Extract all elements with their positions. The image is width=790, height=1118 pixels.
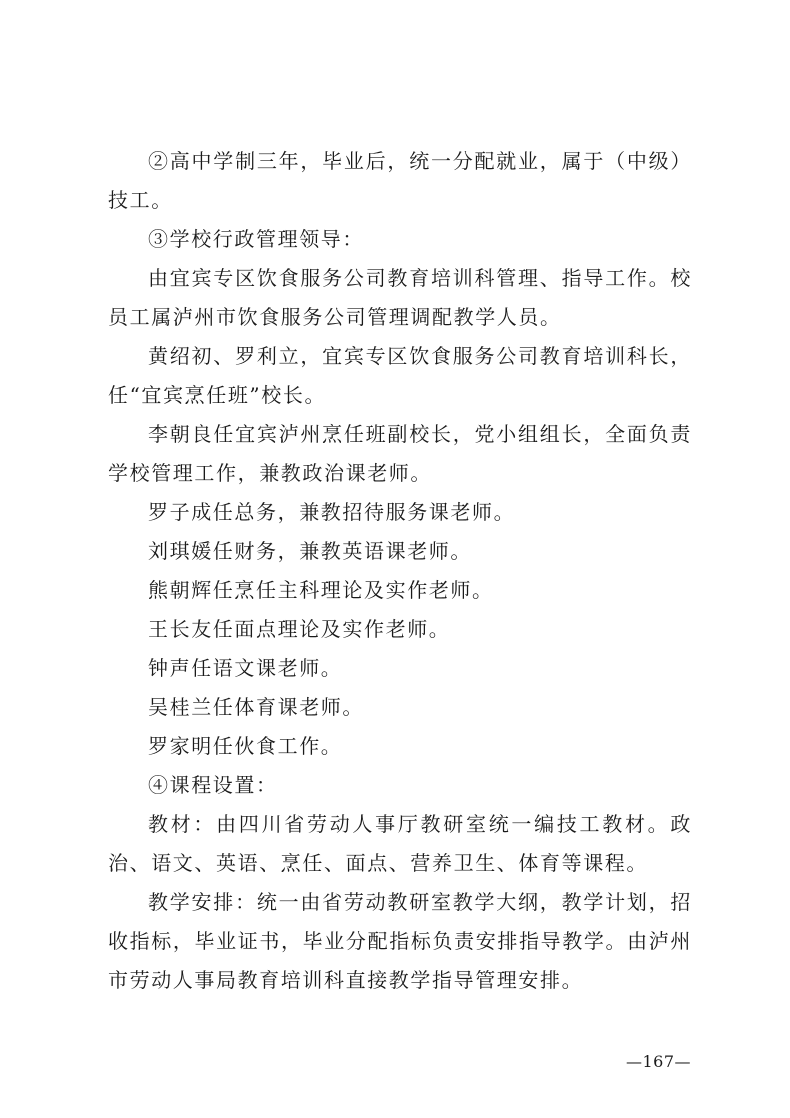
paragraph-vice-principal: 李朝良任宜宾泸州烹任班副校长，党小组组长，全面负责学校管理工作，兼教政治课老师。 xyxy=(108,422,692,485)
paragraph-admin-heading: ③学校行政管理领导： xyxy=(148,227,364,251)
paragraph-teaching-arrangement: 教学安排：统一由省劳动教研室教学大纲，教学计划，招收指标，毕业证书，毕业分配指标负责安排指导教学。由泸州市劳动人事局教育培训科直接教学指导管理安排。 xyxy=(108,890,692,992)
paragraph-education-system: ②高中学制三年，毕业后，统一分配就业，属于（中级）技工。 xyxy=(108,149,692,212)
paragraph-curriculum-heading: ④课程设置： xyxy=(148,773,278,797)
paragraph-staff-pastry: 王长友任面点理论及实作老师。 xyxy=(148,617,451,641)
page-number: —167— xyxy=(626,1052,692,1071)
paragraph-staff-cooking: 熊朝辉任烹任主科理论及实作老师。 xyxy=(148,578,494,602)
paragraph-staff-general-affairs: 罗子成任总务，兼教招待服务课老师。 xyxy=(148,500,516,524)
paragraph-principal: 黄绍初、罗利立，宜宾专区饮食服务公司教育培训科长，任“宜宾烹任班”校长。 xyxy=(108,344,692,407)
body-text xyxy=(108,142,692,1000)
paragraph-management: 由宜宾专区饮食服务公司教育培训科管理、指导工作。校员工属泸州市饮食服务公司管理调配教学人员。 xyxy=(108,266,692,329)
paragraph-staff-chinese: 钟声任语文课老师。 xyxy=(148,656,343,680)
paragraph-staff-finance: 刘琪媛任财务，兼教英语课老师。 xyxy=(148,539,472,563)
paragraph-textbooks: 教材：由四川省劳动人事厅教研室统一编技工教材。政治、语文、英语、烹任、面点、营养卫生、体育等课程。 xyxy=(108,812,692,875)
paragraph-staff-pe: 吴桂兰任体育课老师。 xyxy=(148,695,364,719)
paragraph-staff-catering: 罗家明任伙食工作。 xyxy=(148,734,343,758)
